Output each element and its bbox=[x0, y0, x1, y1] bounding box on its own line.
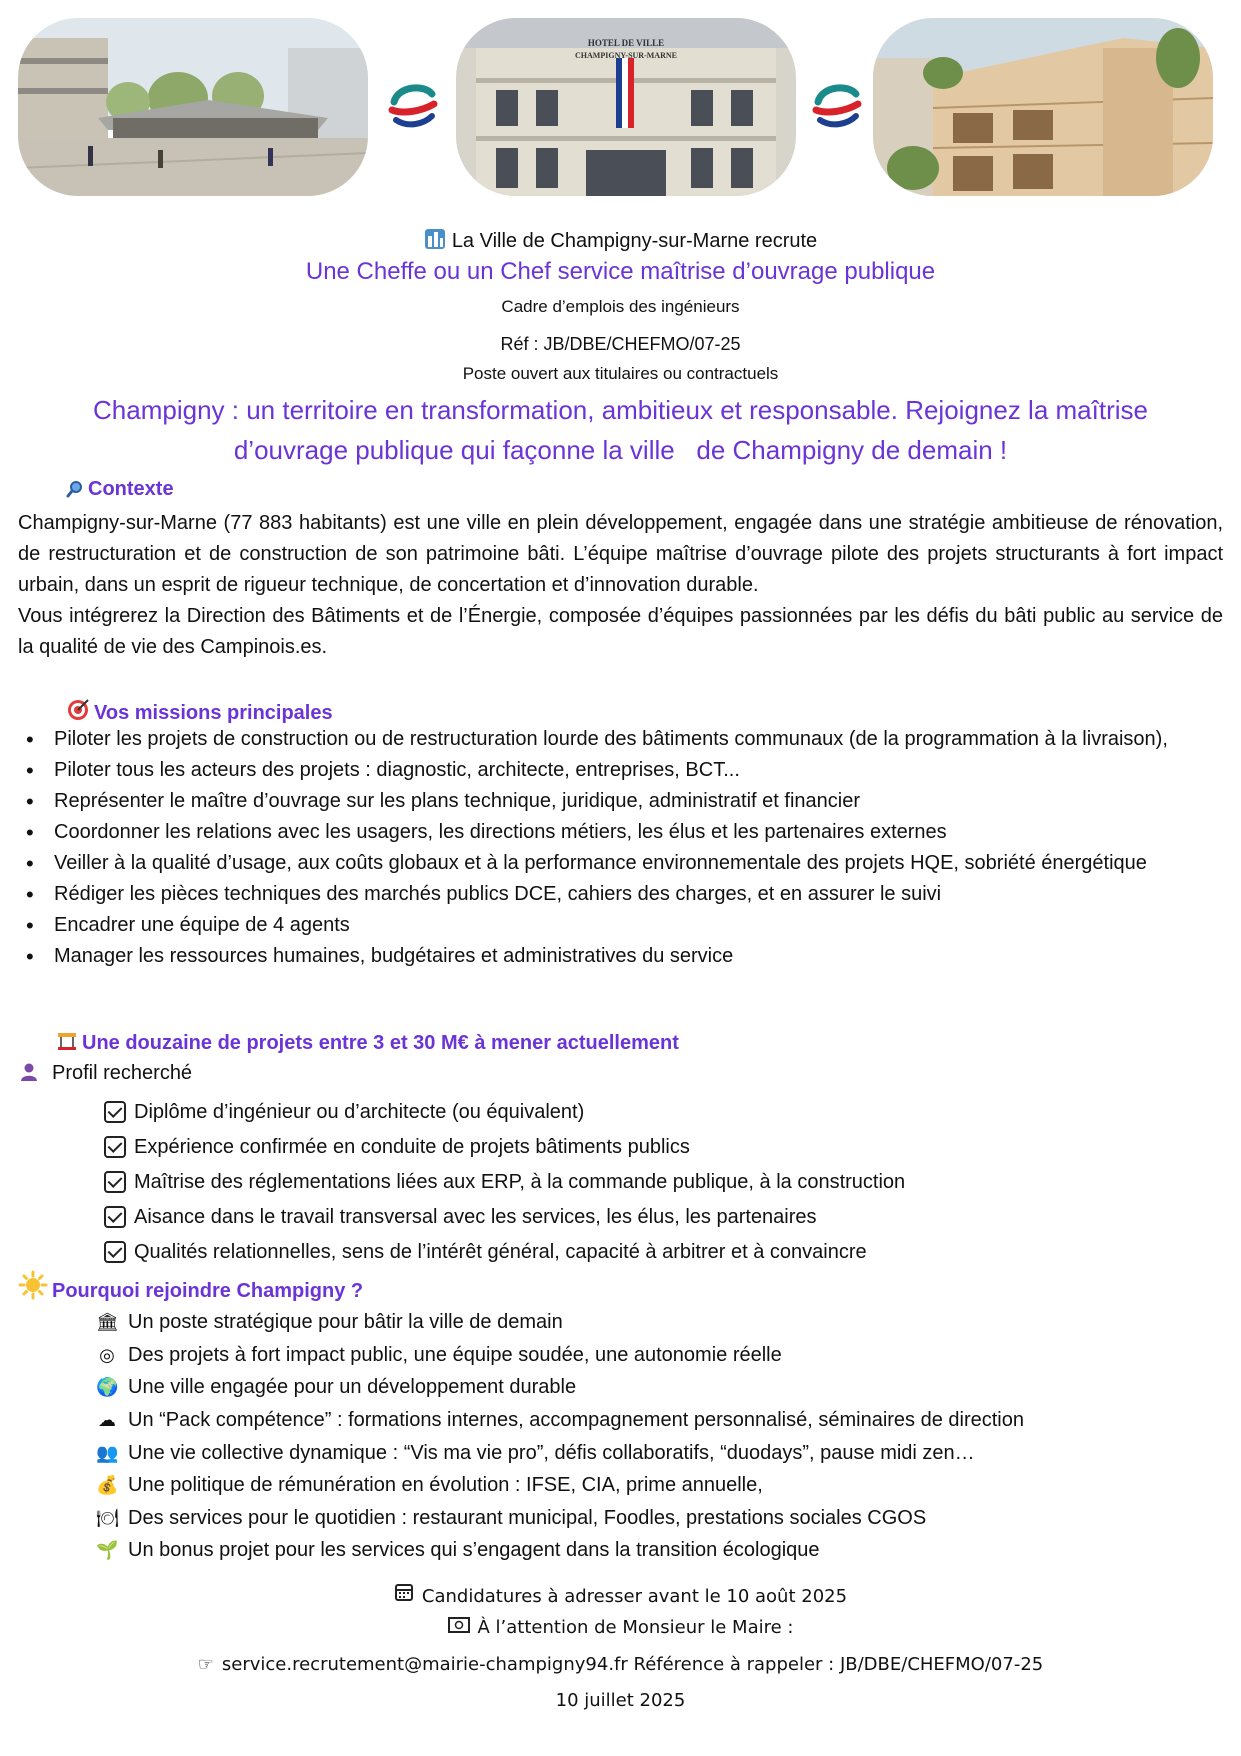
mission-item: • Coordonner les relations avec les usagers, les directions métiers, les élus et les partenaires externes bbox=[24, 817, 1224, 848]
profile-item bbox=[104, 1129, 905, 1164]
money-bag-icon: 💰 bbox=[96, 1475, 119, 1496]
brain-icon: ☁ bbox=[98, 1410, 116, 1431]
tagline-line-2: d’ouvrage publique qui façonne la ville de Champigny de demain ! bbox=[233, 435, 1008, 465]
profile-item bbox=[104, 1199, 905, 1234]
mission-item: • Manager les ressources humaines, budgétaires et administratives du service bbox=[24, 941, 1224, 972]
benefit-text: Un “Pack compétence” : formations internes, accompagnement personnalisé, séminaires de direction bbox=[128, 1409, 1024, 1432]
header-photos bbox=[18, 18, 1213, 198]
profile-item-text: Qualités relationnelles, sens de l’intérêt général, capacité à arbitrer et à convaincre bbox=[134, 1240, 867, 1263]
section-heading-contexte bbox=[66, 478, 174, 504]
mission-item: • Encadrer une équipe de 4 agents bbox=[24, 910, 1224, 941]
why-heading-text: Pourquoi rejoindre Champigny ? bbox=[52, 1280, 364, 1302]
recruiting-line bbox=[0, 228, 1241, 253]
job-title: Une Cheffe ou un Chef service maîtrise d’ouvrage publique bbox=[305, 258, 936, 285]
benefit-text: Des projets à fort impact public, une équipe soudée, une autonomie réelle bbox=[128, 1343, 782, 1366]
photo-town-hall bbox=[456, 18, 796, 196]
missions-heading-text: Vos missions principales bbox=[94, 702, 333, 724]
profile-item-text: Maîtrise des réglementations liées aux ERP, à la commande publique, à la construction bbox=[134, 1170, 906, 1193]
benefit-text: Un poste stratégique pour bâtir la ville de demain bbox=[128, 1311, 563, 1334]
town-hall-sign-line2: CHAMPIGNY-SUR-MARNE bbox=[575, 51, 677, 60]
classical-building-icon: 🏛 bbox=[96, 1312, 119, 1333]
profile-item bbox=[104, 1234, 905, 1269]
job-reference: Réf : JB/DBE/CHEFMO/07-25 bbox=[500, 334, 741, 354]
contact-email-link[interactable]: service.recrutement@mairie-champigny94.fr Référence à rappeler : JB/DBE/CHEFMO/07-25 bbox=[221, 1654, 1044, 1675]
contexte-paragraph-2: Vous intégrerez la Direction des Bâtiments et de l’Énergie, composée d’équipes passionnées par les défis du bâti public au service de la qualité de vie des Campinois.es. bbox=[18, 605, 1223, 658]
tagline-line-1: Champigny : un territoire en transformation, ambitieux et responsable. Rejoignez la maîtrise bbox=[93, 395, 1148, 425]
photo-market-square bbox=[18, 18, 368, 196]
recruiting-text: La Ville de Champigny-sur-Marne recrute bbox=[451, 230, 818, 252]
contexte-paragraph-1: Champigny-sur-Marne (77 883 habitants) est une ville en plein développement, engagée dans une stratégie ambitieuse de rénovation, de restructuration et de construction de son patrimoine bâti. L’équipe maîtrise d’ouvrage pilote des projets structurants à fort impact urbain, dans un esprit de rigueur technique, de concertation et d’innovation durable. bbox=[18, 512, 1223, 596]
benefit-text: Un bonus projet pour les services qui s’engagent dans la transition écologique bbox=[128, 1539, 820, 1562]
contact-line bbox=[0, 1654, 1241, 1675]
town-hall-sign-line1: HOTEL DE VILLE bbox=[587, 38, 665, 48]
plate-icon: 🍽 bbox=[96, 1507, 119, 1528]
calendar-icon bbox=[394, 1582, 414, 1607]
publication-date: 10 juillet 2025 bbox=[555, 1690, 686, 1711]
benefit-item bbox=[96, 1436, 1024, 1469]
profile-item bbox=[104, 1094, 905, 1129]
tagline bbox=[0, 390, 1241, 470]
city-logo bbox=[384, 80, 440, 130]
deadline-text: Candidatures à adresser avant le 10 août 2025 bbox=[421, 1586, 848, 1607]
section-heading-profil bbox=[20, 1062, 192, 1088]
addressee-text: À l’attention de Monsieur le Maire : bbox=[477, 1617, 794, 1638]
job-eligibility: Poste ouvert aux titulaires ou contractuels bbox=[462, 364, 779, 383]
checkbox-icon bbox=[104, 1136, 126, 1158]
benefit-text: Une vie collective dynamique : “Vis ma vie pro”, défis collaboratifs, “duodays”, pause midi zen… bbox=[128, 1441, 975, 1464]
pointing-hand-icon: ☞ bbox=[197, 1654, 214, 1675]
benefit-item bbox=[96, 1404, 1024, 1437]
benefits-list bbox=[96, 1306, 1024, 1567]
benefit-item bbox=[96, 1339, 1024, 1372]
projects-highlight bbox=[56, 1030, 679, 1058]
envelope-icon bbox=[448, 1617, 470, 1638]
person-icon bbox=[20, 1062, 38, 1088]
mission-item: • Représenter le maître d’ouvrage sur les plans technique, juridique, administratif et financier bbox=[24, 786, 1224, 817]
benefit-item bbox=[96, 1534, 1024, 1567]
profil-heading-text: Profil recherché bbox=[52, 1062, 193, 1084]
projects-highlight-text: Une douzaine de projets entre 3 et 30 M€ à mener actuellement bbox=[82, 1032, 679, 1054]
benefit-text: Une ville engagée pour un développement durable bbox=[128, 1376, 577, 1399]
photo-wooden-building bbox=[873, 18, 1213, 196]
profile-item-text: Expérience confirmée en conduite de projets bâtiments publics bbox=[134, 1135, 690, 1158]
city-logo bbox=[808, 80, 864, 130]
section-heading-why bbox=[18, 1270, 363, 1306]
profile-item-text: Aisance dans le travail transversal avec les services, les élus, les partenaires bbox=[134, 1205, 817, 1228]
target-icon: ◎ bbox=[99, 1344, 115, 1365]
construction-sign-icon bbox=[56, 1030, 78, 1058]
job-grade: Cadre d’emplois des ingénieurs bbox=[501, 297, 740, 316]
globe-icon: 🌍 bbox=[96, 1377, 119, 1398]
benefit-item bbox=[96, 1469, 1024, 1502]
profile-item-text: Diplôme d’ingénieur ou d’architecte (ou équivalent) bbox=[134, 1100, 585, 1123]
mission-item: • Piloter les projets de construction ou de restructuration lourde des bâtiments communaux (de la programmation à la livraison), bbox=[24, 724, 1224, 755]
people-icon: 👥 bbox=[96, 1442, 119, 1463]
addressee-line bbox=[0, 1617, 1241, 1638]
city-icon bbox=[424, 228, 446, 250]
mission-item: • Rédiger les pièces techniques des marchés publics DCE, cahiers des charges, et en assurer le suivi bbox=[24, 879, 1224, 910]
benefit-text: Une politique de rémunération en évolution : IFSE, CIA, prime annuelle, bbox=[128, 1474, 763, 1497]
magnifier-icon bbox=[66, 480, 84, 504]
profile-list bbox=[104, 1094, 905, 1269]
missions-list bbox=[24, 724, 1224, 972]
checkbox-icon bbox=[104, 1171, 126, 1193]
checkbox-icon bbox=[104, 1101, 126, 1123]
checkbox-icon bbox=[104, 1241, 126, 1263]
mission-item: • Veiller à la qualité d’usage, aux coûts globaux et à la performance environnementale des projets HQE, sobriété énergétique bbox=[24, 848, 1224, 879]
contexte-body bbox=[18, 508, 1223, 663]
contexte-heading-text: Contexte bbox=[88, 478, 174, 500]
profile-item bbox=[104, 1164, 905, 1199]
checkbox-icon bbox=[104, 1206, 126, 1228]
mission-item: • Piloter tous les acteurs des projets : diagnostic, architecte, entreprises, BCT... bbox=[24, 755, 1224, 786]
sun-icon bbox=[18, 1270, 48, 1306]
benefit-item bbox=[96, 1502, 1024, 1535]
benefit-item bbox=[96, 1371, 1024, 1404]
seedling-icon: 🌱 bbox=[96, 1540, 119, 1561]
application-deadline bbox=[0, 1582, 1241, 1607]
benefit-item bbox=[96, 1306, 1024, 1339]
benefit-text: Des services pour le quotidien : restaurant municipal, Foodles, prestations sociales CGOS bbox=[128, 1506, 927, 1529]
